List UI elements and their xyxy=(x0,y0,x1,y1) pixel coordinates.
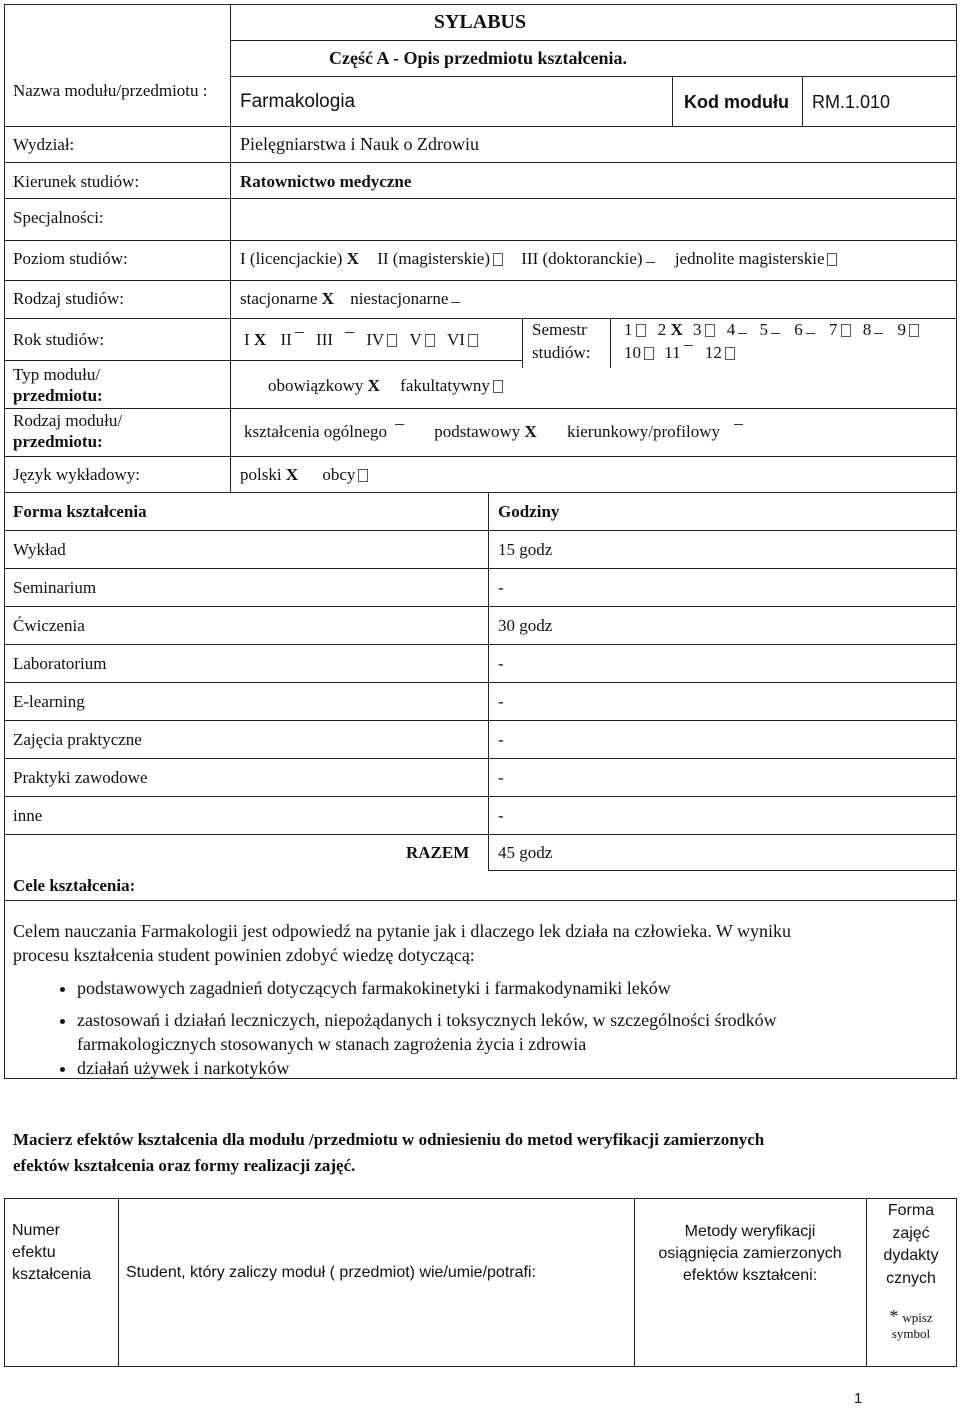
level-opt-3: III (doktoranckie) xyxy=(521,249,643,268)
dash-icon xyxy=(734,424,743,425)
form-lecture: Wykład xyxy=(13,540,66,559)
checkbox-icon xyxy=(909,324,919,337)
study-type-opt-1-mark: X xyxy=(321,289,334,308)
checkbox-icon xyxy=(644,347,654,360)
checkbox-icon xyxy=(493,380,503,393)
module-kind-opt-2-mark: X xyxy=(524,422,537,441)
form-other: inne xyxy=(13,806,43,825)
module-name-value: Farmakologia xyxy=(240,91,356,112)
dash-icon xyxy=(345,332,354,333)
dash-icon xyxy=(295,332,304,333)
semester-opt-6: 6 xyxy=(794,320,803,339)
semester-opt-3: 3 xyxy=(693,320,702,339)
study-type-label: Rodzaj studiów: xyxy=(13,289,124,308)
dash-icon xyxy=(806,333,815,334)
checkbox-icon xyxy=(387,334,397,347)
goals-label: Cele kształcenia: xyxy=(13,876,136,895)
document-title: SYLABUS xyxy=(433,11,527,33)
module-name-label: Nazwa modułu/przedmiotu : xyxy=(13,81,208,100)
form-exercises: Ćwiczenia xyxy=(13,616,85,635)
hours-practical: - xyxy=(498,730,504,749)
dash-icon xyxy=(684,345,693,346)
year-opt-5: V xyxy=(409,330,422,349)
note-star: * xyxy=(889,1306,899,1326)
faculty-label: Wydział: xyxy=(13,135,75,154)
checkbox-icon xyxy=(705,324,715,337)
semester-opt-11: 11 xyxy=(664,343,681,362)
direction-value: Ratownictwo medyczne xyxy=(240,172,412,191)
document-subtitle: Część A - Opis przedmiotu kształcenia. xyxy=(329,48,627,68)
matrix-col4-line: Forma xyxy=(887,1202,935,1219)
level-label: Poziom studiów: xyxy=(13,249,128,268)
note-line-2: symbol xyxy=(891,1326,931,1341)
semester-opt-10: 10 xyxy=(624,343,641,362)
form-seminar: Seminarium xyxy=(13,578,97,597)
semester-opt-2: 2 xyxy=(657,320,667,339)
matrix-col3-line: efektów kształceni: xyxy=(682,1267,818,1284)
checkbox-icon xyxy=(425,334,435,347)
module-type-options xyxy=(268,376,503,396)
module-kind-opt-3: kierunkowy/profilowy xyxy=(567,422,720,441)
form-laboratory: Laboratorium xyxy=(13,654,107,673)
module-type-opt-1: obowiązkowy xyxy=(268,376,364,395)
checkbox-icon xyxy=(493,253,503,266)
dash-icon xyxy=(395,424,404,425)
language-opt-1-mark: X xyxy=(285,465,299,484)
semester-label-line-1: Semestr xyxy=(532,320,587,339)
hours-exercises: 30 godz xyxy=(498,616,553,635)
year-opt-2: II xyxy=(280,330,292,349)
year-opt-6: VI xyxy=(447,330,465,349)
module-type-label-line-2: przedmiotu: xyxy=(13,386,103,405)
matrix-col-form xyxy=(866,1200,956,1290)
hours-other: - xyxy=(498,806,504,825)
direction-label: Kierunek studiów: xyxy=(13,172,140,191)
language-label: Język wykładowy: xyxy=(13,465,141,484)
matrix-col4-line: dydakty xyxy=(883,1247,939,1264)
level-opt-4: jednolite magisterskie xyxy=(674,249,825,268)
checkbox-icon xyxy=(358,469,368,482)
language-options xyxy=(240,465,368,485)
dash-icon xyxy=(771,333,780,334)
dash-icon xyxy=(738,333,747,334)
matrix-col3-line: Metody weryfikacji xyxy=(684,1223,816,1240)
semester-opt-9: 9 xyxy=(897,320,907,339)
year-opt-1: I xyxy=(244,330,250,349)
year-options xyxy=(244,330,478,350)
goal-item: • działań używek i narkotyków xyxy=(77,1056,913,1080)
level-opt-1: I (licencjackie) xyxy=(240,249,343,268)
study-type-opt-1: stacjonarne xyxy=(240,289,318,308)
semester-opt-7: 7 xyxy=(829,320,838,339)
matrix-col-student: Student, który zaliczy moduł ( przedmiot) wie/umie/potrafi: xyxy=(126,1264,536,1281)
module-type-label xyxy=(13,364,103,406)
faculty-value: Pielęgniarstwa i Nauk o Zdrowiu xyxy=(240,134,479,154)
semester-opt-1: 1 xyxy=(624,320,633,339)
language-opt-2: obcy xyxy=(322,465,356,484)
goals-list xyxy=(13,976,913,1080)
checkbox-icon xyxy=(827,253,837,266)
hours-elearning: - xyxy=(498,692,504,711)
semester-opt-12: 12 xyxy=(704,343,722,362)
study-type-opt-2: niestacjonarne xyxy=(350,289,449,308)
module-kind-label-line-1: Rodzaj modułu/ xyxy=(13,411,123,430)
module-kind-label-line-2: przedmiotu: xyxy=(13,432,103,451)
semester-opt-2-mark: X xyxy=(670,320,683,339)
total-label: RAZEM xyxy=(406,843,470,862)
checkbox-icon xyxy=(841,324,851,337)
matrix-title-line-1: Macierz efektów kształcenia dla modułu /przedmiotu w odniesieniu do metod weryfikacji zamierzonych xyxy=(13,1130,765,1149)
matrix-col4-line: cznych xyxy=(886,1269,936,1287)
form-elearning: E-learning xyxy=(13,692,85,711)
dash-icon xyxy=(451,302,460,303)
semester-label-line-2: studiów: xyxy=(532,343,591,362)
dash-icon xyxy=(874,333,883,334)
hours-header: Godziny xyxy=(498,502,560,521)
module-type-opt-1-mark: X xyxy=(367,376,380,395)
matrix-col1-line: kształcenia xyxy=(12,1266,92,1283)
page-number: 1 xyxy=(854,1390,863,1407)
year-opt-1-mark: X xyxy=(253,330,267,349)
semester-label xyxy=(532,318,591,364)
study-type-options xyxy=(240,289,460,309)
form-practical: Zajęcia praktyczne xyxy=(13,730,142,749)
hours-seminar: - xyxy=(498,578,504,597)
goal-item: • podstawowych zagadnień dotyczących farmakokinetyki i farmakodynamiki leków xyxy=(77,976,913,1000)
level-options xyxy=(240,249,837,269)
total-value: 45 godz xyxy=(498,843,553,862)
level-opt-1-mark: X xyxy=(346,249,359,268)
year-label: Rok studiów: xyxy=(13,330,105,349)
hours-laboratory: - xyxy=(498,654,504,673)
matrix-col1-line: Numer xyxy=(12,1222,61,1239)
matrix-title-line-2: efektów kształcenia oraz formy realizacji zajęć. xyxy=(13,1156,356,1175)
specialty-label: Specjalności: xyxy=(13,208,104,227)
module-kind-opt-1: kształcenia ogólnego xyxy=(244,422,388,441)
language-opt-1: polski xyxy=(240,465,282,484)
goals-intro-line-2: procesu kształcenia student powinien zdobyć wiedzę dotyczącą: xyxy=(13,945,475,965)
module-code-label: Kod modułu xyxy=(684,92,789,112)
matrix-col-methods xyxy=(634,1221,866,1287)
module-type-label-line-1: Typ modułu/ xyxy=(13,365,101,384)
semester-opt-5: 5 xyxy=(759,320,769,339)
matrix-col-form-note xyxy=(866,1308,956,1342)
form-internships: Praktyki zawodowe xyxy=(13,768,148,787)
semester-opt-8: 8 xyxy=(862,320,872,339)
matrix-col1-line: efektu xyxy=(12,1244,56,1261)
goal-item: • zastosowań i działań leczniczych, niepożądanych i toksycznych leków, w szczególności środków farmakologicznych stosowanych w stanach zagrożenia życia i zdrowia xyxy=(77,1008,913,1056)
note-line-1: wpisz xyxy=(902,1310,933,1325)
checkbox-icon xyxy=(468,334,478,347)
matrix-col-effect-number xyxy=(12,1220,91,1286)
module-type-opt-2: fakultatywny xyxy=(400,376,490,395)
module-kind-label xyxy=(13,410,122,452)
goals-intro-line-1: Celem nauczania Farmakologii jest odpowiedź na pytanie jak i dlaczego lek działa na człowieka. W wyniku xyxy=(13,921,792,941)
semester-options xyxy=(624,318,919,364)
year-opt-4: IV xyxy=(366,330,385,349)
year-opt-3: III xyxy=(316,330,334,349)
hours-lecture: 15 godz xyxy=(498,540,553,559)
checkbox-icon xyxy=(636,324,646,337)
semester-opt-4: 4 xyxy=(726,320,736,339)
module-kind-options xyxy=(244,422,743,442)
module-code-value: RM.1.010 xyxy=(812,92,891,112)
matrix-col3-line: osiągnięcia zamierzonych xyxy=(658,1245,842,1262)
dash-icon xyxy=(646,262,655,263)
matrix-col4-line: zajęć xyxy=(892,1224,930,1242)
form-header: Forma kształcenia xyxy=(13,502,147,521)
level-opt-2: II (magisterskie) xyxy=(377,249,491,268)
module-kind-opt-2: podstawowy xyxy=(434,422,521,441)
hours-internships: - xyxy=(498,768,504,787)
checkbox-icon xyxy=(725,347,735,360)
